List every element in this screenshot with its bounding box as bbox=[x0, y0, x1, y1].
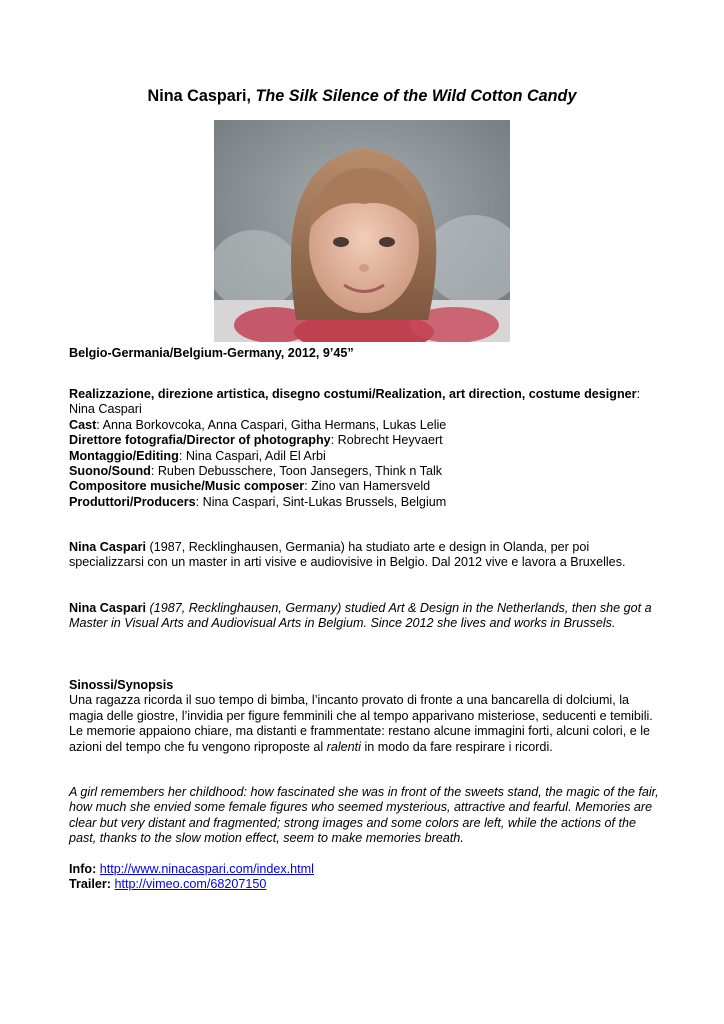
bio-en-name: Nina Caspari bbox=[69, 601, 146, 615]
credit-photography: Direttore fotografia/Director of photography: Robrecht Heyvaert bbox=[69, 433, 443, 448]
biography-english bbox=[69, 601, 659, 632]
trailer-label: Trailer: bbox=[69, 877, 111, 892]
credit-realization: Realizzazione, direzione artistica, disegno costumi/Realization, art direction, costume designer: Nina Caspari bbox=[69, 387, 641, 417]
credits-list bbox=[69, 387, 659, 510]
info-link[interactable]: http://www.ninacaspari.com/index.html bbox=[99, 862, 314, 876]
document-title bbox=[0, 86, 724, 106]
title-work: The Silk Silence of the Wild Cotton Candy bbox=[255, 87, 577, 105]
production-country-year-duration: Belgio-Germania/Belgium-Germany, 2012, 9’45” bbox=[69, 346, 354, 360]
bio-en-text: (1987, Recklinghausen, Germany) studied Art & Design in the Netherlands, then she got a Master in Visual Arts and Audiovisual Arts in Belgium. Since 2012 she lives and works in Brussels. bbox=[69, 601, 652, 631]
synopsis-english: A girl remembers her childhood: how fascinated she was in front of the sweets stand, the magic of the fair, how much she envied some female figures who seemed mysterious, attractive and fearful. Memories are clear but very distant and fragmented; strong images and some colors are left, while the actions of the past, thanks to the slow motion effect, seem to make memories breath. bbox=[69, 785, 659, 846]
credit-cast: Cast: Anna Borkovcoka, Anna Caspari, Githa Hermans, Lukas Lelie bbox=[69, 417, 447, 432]
bio-it-name: Nina Caspari bbox=[69, 540, 146, 554]
bio-it-text: (1987, Recklinghausen, Germania) ha studiato arte e design in Olanda, per poi specializzarsi con un master in arti visive e audiovisive in Belgio. Dal 2012 vive e lavora a Bruxelles. bbox=[69, 540, 626, 570]
title-author: Nina Caspari, bbox=[147, 87, 252, 105]
synopsis-heading: Sinossi/Synopsis bbox=[69, 678, 174, 692]
info-label: Info: bbox=[69, 862, 97, 876]
credit-music-composer: Compositore musiche/Music composer: Zino van Hamersveld bbox=[69, 479, 431, 494]
synopsis-section bbox=[69, 678, 659, 755]
synopsis-italian: Una ragazza ricorda il suo tempo di bimba, l’incanto provato di fronte a una bancarella di dolciumi, la magia delle giostre, l’invidia per figure femminili che al tempo apparivano misteriose, seducenti e temibili. Le memorie appaiono chiare, ma distanti e frammentate: restano alcune immagini forti, alcuni colori, e le azioni del tempo che fu vengono riproposte al ralenti in modo da fare respirare i ricordi. bbox=[69, 693, 653, 754]
production-line bbox=[69, 346, 659, 361]
biography-italian bbox=[69, 540, 659, 571]
trailer-line bbox=[69, 877, 659, 892]
links-section bbox=[69, 862, 659, 893]
credit-producers: Produttori/Producers: Nina Caspari, Sint-Lukas Brussels, Belgium bbox=[69, 494, 447, 509]
film-still-photo bbox=[214, 120, 510, 342]
credit-editing: Montaggio/Editing: Nina Caspari, Adil El Arbi bbox=[69, 448, 326, 463]
trailer-link[interactable]: http://vimeo.com/68207150 bbox=[114, 877, 267, 892]
info-line bbox=[69, 862, 659, 877]
credit-sound: Suono/Sound: Ruben Debusschere, Toon Jansegers, Think n Talk bbox=[69, 464, 443, 479]
